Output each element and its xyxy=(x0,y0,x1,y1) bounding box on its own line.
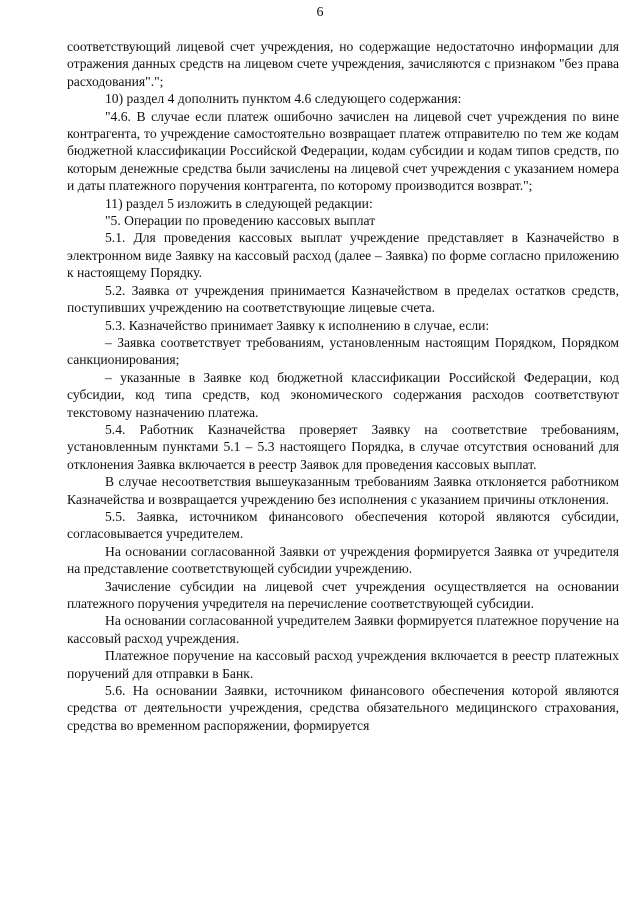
paragraph-payment-order: На основании согласованной учредителем Заявки формируется платежное поручение на кассовый расход учреждения. xyxy=(67,613,619,646)
paragraph-item-10: 10) раздел 4 дополнить пунктом 4.6 следующего содержания: xyxy=(105,91,462,107)
paragraph-5-4: 5.4. Работник Казначейства проверяет Заявку на соответствие требованиям, установленным пунктами 5.1 – 5.3 настоящего Порядка, в случае отсутствия оснований для отклонения Заявка включается в реестр Заявок для проведения кассовых выплат. xyxy=(67,421,619,472)
document-body xyxy=(67,38,619,734)
paragraph-5-3: 5.3. Казначейство принимает Заявку к исполнению в случае, если: xyxy=(105,317,490,333)
section-5-heading: "5. Операции по проведению кассовых выплат xyxy=(105,213,376,229)
paragraph-subsidy-crediting: Зачисление субсидии на лицевой счет учреждения осуществляется на основании платежного поручения учредителя на перечисление соответствующей субсидии. xyxy=(67,578,619,611)
paragraph-bank-registry: Платежное поручение на кассовый расход учреждения включается в реестр платежных поручений для отправки в Банк. xyxy=(67,648,619,681)
page-number: 6 xyxy=(316,5,324,20)
paragraph-item-11: 11) раздел 5 изложить в следующей редакции: xyxy=(105,195,373,211)
paragraph-rejection: В случае несоответствия вышеуказанным требованиям Заявка отклоняется работником Казначейства и возвращается учреждению без исполнения с указанием причины отклонения. xyxy=(67,474,619,507)
paragraph-continuation: соответствующий лицевой счет учреждения, но содержащие недостаточно информации для отражения данных средств на лицевом счете учреждения, зачисляются с признаком "без права расходования"."; xyxy=(67,39,619,89)
paragraph-5-1: 5.1. Для проведения кассовых выплат учреждение представляет в Казначейство в электронном виде Заявку на кассовый расход (далее – Заявка) по форме согласно приложению к настоящему Порядку. xyxy=(67,230,619,281)
paragraph-5-6: 5.6. На основании Заявки, источником финансового обеспечения которой являются средства от деятельности учреждения, средства обязательного медицинского страхования, средства во временном распоряжении, формируется xyxy=(67,683,619,733)
paragraph-4-6: "4.6. В случае если платеж ошибочно зачислен на лицевой счет учреждения по вине контрагента, то учреждение самостоятельно возвращает платеж отправителю по тем же кодам бюджетной классификации Российской Федерации, кодам субсидии и кодам типов средств, по которым денежные средства были зачислены на лицевой счет учреждения с указанием номера и даты платежного поручения контрагента, по которому производится возврат."; xyxy=(67,108,619,194)
paragraph-5-2: 5.2. Заявка от учреждения принимается Казначейством в пределах остатков средств, поступивших учреждению на соответствующие лицевые счета. xyxy=(67,282,619,316)
list-item-codes: – указанные в Заявке код бюджетной классификации Российской Федерации, код субсидии, код типа средств, код экономического содержания расходов соответствуют текстовому назначению платежа. xyxy=(67,369,619,420)
list-item-requirements: – Заявка соответствует требованиям, установленным настоящим Порядком, Порядком санкционирования; xyxy=(67,334,619,368)
paragraph-5-5: 5.5. Заявка, источником финансового обеспечения которой являются субсидии, согласовывается учредителем. xyxy=(67,508,619,542)
paragraph-founder-request: На основании согласованной Заявки от учреждения формируется Заявка от учредителя на представление соответствующей субсидии учреждению. xyxy=(67,543,619,577)
